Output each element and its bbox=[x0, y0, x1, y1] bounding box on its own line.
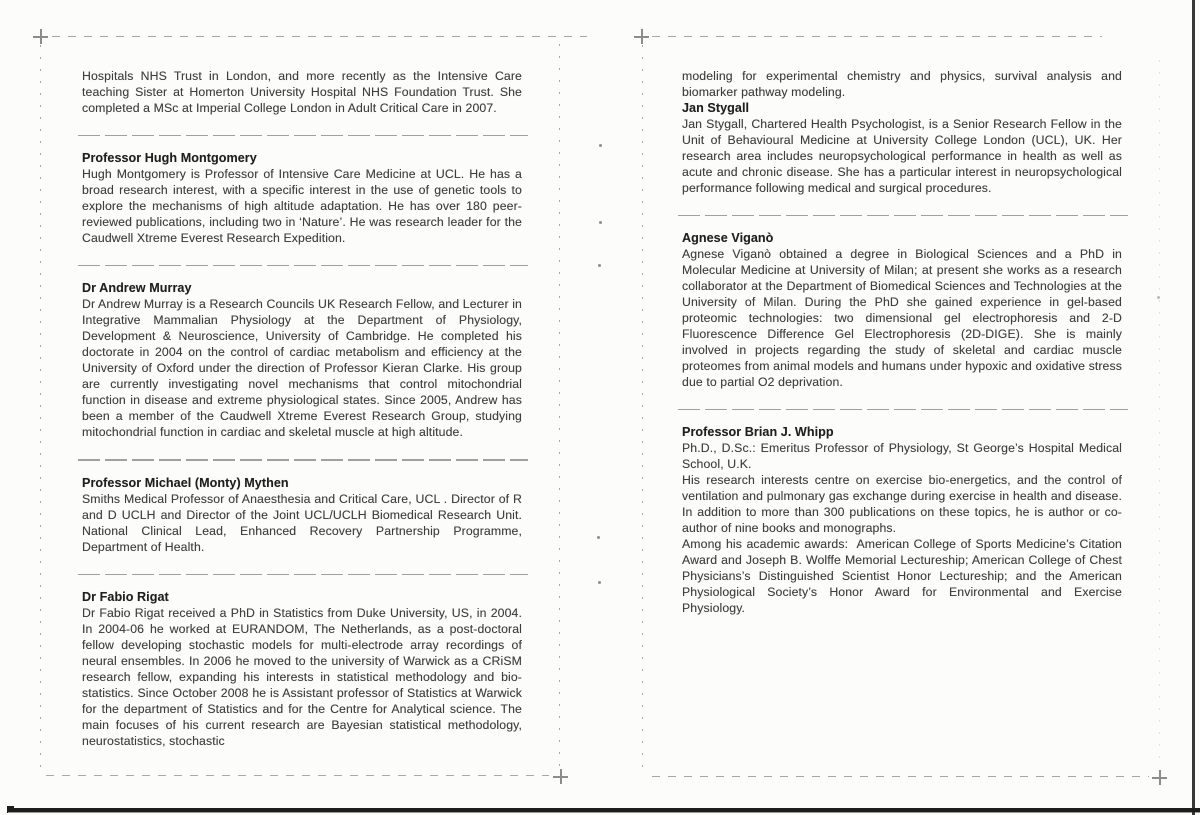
bio-text: Among his academic awards: American College of Sports Medicine’s Citation Award and Joseph B. Wolffe Memorial Lectureship; American College of Chest Physicians’s Distinguished Scientist Honor Lectureship; and the American Physiological Society’s Honor Award for Environmental and Exercise Physiology. bbox=[682, 537, 1122, 616]
scan-speck bbox=[598, 581, 601, 584]
crop-mark-bottom-right bbox=[1152, 770, 1167, 785]
bio-text: Dr Fabio Rigat received a PhD in Statistics from Duke University, US, in 2004. In 2004-06 he worked at EURANDOM, The Netherlands, as a post-doctoral fellow developing stochastic models for multi-electrode array recordings of neural ensembles. In 2006 he moved to the university of Warwick as a CRiSM research fellow, expanding his interests in statistical methodology and bio-statistics. Since October 2008 he is Assistant professor of Statistics at Warwick for the department of Statistics and for the Centre for Analytical science. The main focuses of his current research are Bayesian statistical methodology, neurostatistics, stochastic bbox=[82, 605, 522, 748]
bio-heading: Jan Stygall bbox=[682, 101, 750, 115]
section-rule bbox=[78, 135, 528, 136]
bio-text: His research interests centre on exercise bio-energetics, and the control of ventilation and pulmonary gas exchange during exercise in health and disease. In addition to more than 300 publications on these topics, he is author or co-author of nine books and monographs. bbox=[682, 473, 1122, 536]
bio-text: Hospitals NHS Trust in London, and more recently as the Intensive Care teaching Sister at Homerton University Hospital NHS Foundation Trust. She completed a MSc at Imperial College London in Adult Critical Care in 2007. bbox=[82, 69, 522, 115]
trim-line-bottom-left bbox=[46, 775, 549, 776]
bio-text: modeling for experimental chemistry and physics, survival analysis and biomarker pathway modeling. bbox=[682, 69, 1122, 99]
trim-line-top-right bbox=[652, 36, 1102, 37]
bio-heading: Professor Brian J. Whipp bbox=[682, 425, 834, 440]
trim-line-right-page-right bbox=[1159, 60, 1160, 760]
bio-section-andrew-murray bbox=[82, 280, 522, 440]
section-rule bbox=[678, 409, 1128, 410]
scan-speck bbox=[598, 264, 601, 267]
bio-text: Smiths Medical Professor of Anaesthesia and Critical Care, UCL . Director of R and D UCLH and Director of the Joint UCL/UCLH Biomedical Research Unit. National Clinical Lead, Enhanced Recovery Partnership Programme, Department of Health. bbox=[82, 491, 522, 554]
bio-text: Dr Andrew Murray is a Research Councils UK Research Fellow, and Lecturer in Integrative Mammalian Physiology at the Department of Physiology, Development & Neuroscience, University of Cambridge. He completed his doctorate in 2004 on the control of cardiac metabolism and efficiency at the University of Oxford under the direction of Professor Kieran Clarke. His group are currently investigating novel mechanisms that control mitochondrial function in disease and extreme physiological states. Since 2005, Andrew has been a member of the Caudwell Xtreme Everest Research Group, studying mitochondrial function in cardiac and skeletal muscle at high altitude. bbox=[82, 297, 522, 440]
section-rule bbox=[78, 459, 528, 460]
bio-heading: Dr Fabio Rigat bbox=[82, 589, 169, 604]
section-rule bbox=[78, 574, 528, 575]
section-rule bbox=[78, 265, 528, 266]
right-page-text-column bbox=[682, 68, 1122, 616]
bio-section-continuation bbox=[82, 68, 522, 116]
trim-line-center-gutter bbox=[642, 45, 643, 771]
trim-line-left-page-right bbox=[559, 44, 560, 772]
bio-heading: Dr Andrew Murray bbox=[82, 281, 192, 296]
bio-section-jan-stygall bbox=[682, 100, 1122, 196]
bio-section-michael-mythen bbox=[82, 475, 522, 555]
bio-heading: Professor Michael (Monty) Mythen bbox=[82, 475, 289, 490]
bio-section-continuation bbox=[682, 68, 1122, 100]
section-rule bbox=[678, 215, 1128, 216]
scan-speck bbox=[597, 536, 600, 539]
crop-mark-top-middle bbox=[634, 29, 649, 44]
scan-speck bbox=[599, 221, 602, 224]
left-page-text-column bbox=[82, 68, 522, 749]
bio-section-fabio-rigat bbox=[82, 589, 522, 749]
scan-speck bbox=[1157, 296, 1160, 299]
crop-mark-bottom-middle bbox=[553, 769, 568, 784]
bio-section-hugh-montgomery bbox=[82, 150, 522, 246]
bio-text: Agnese Viganò obtained a degree in Biological Sciences and a PhD in Molecular Medicine at University of Milan; at present she works as a research collaborator at the Department of Biomedical Sciences and Technologies at the University of Milan. During the PhD she gained experience in gel-based proteomic technologies: two dimensional gel electrophoresis and 2-D Fluorescence Difference Gel Electrophoresis (2D-DIGE). She is mainly involved in projects regarding the study of skeletal and cardiac muscle proteomes from animal models and humans under hypoxic and oxidative stress due to partial O2 deprivation. bbox=[682, 247, 1122, 390]
scanner-edge-right bbox=[1192, 0, 1195, 815]
bio-text: Jan Stygall, Chartered Health Psychologist, is a Senior Research Fellow in the Unit of Behavioural Medicine at University College London (UCL), UK. Her research area includes neuropsychological performance in health as well as acute and chronic disease. She has a particular interest in neuropsychological performance following medical and surgical procedures. bbox=[682, 117, 1122, 195]
scanner-edge-bottom-shadow bbox=[8, 812, 1200, 813]
scan-speck bbox=[599, 144, 602, 147]
bio-text: Ph.D., D.Sc.: Emeritus Professor of Physiology, St George’s Hospital Medical School, U.K. bbox=[682, 441, 1122, 472]
bio-section-brian-whipp bbox=[682, 424, 1122, 616]
bio-section-agnese-vigano bbox=[682, 230, 1122, 390]
bio-heading: Agnese Viganò bbox=[682, 231, 774, 246]
trim-line-bottom-right bbox=[652, 776, 1149, 777]
crop-mark-top-left bbox=[33, 29, 48, 44]
trim-line-left-margin bbox=[40, 45, 41, 771]
bio-heading: Professor Hugh Montgomery bbox=[82, 151, 257, 166]
trim-line-top-left bbox=[52, 36, 587, 37]
bio-text: Hugh Montgomery is Professor of Intensive Care Medicine at UCL. He has a broad research interest, with a specific interest in the use of genetic tools to explore the mechanisms of high altitude adaptation. He has over 180 peer-reviewed publications, including two in ‘Nature’. He was research leader for the Caudwell Xtreme Everest Research Expedition. bbox=[82, 167, 522, 246]
